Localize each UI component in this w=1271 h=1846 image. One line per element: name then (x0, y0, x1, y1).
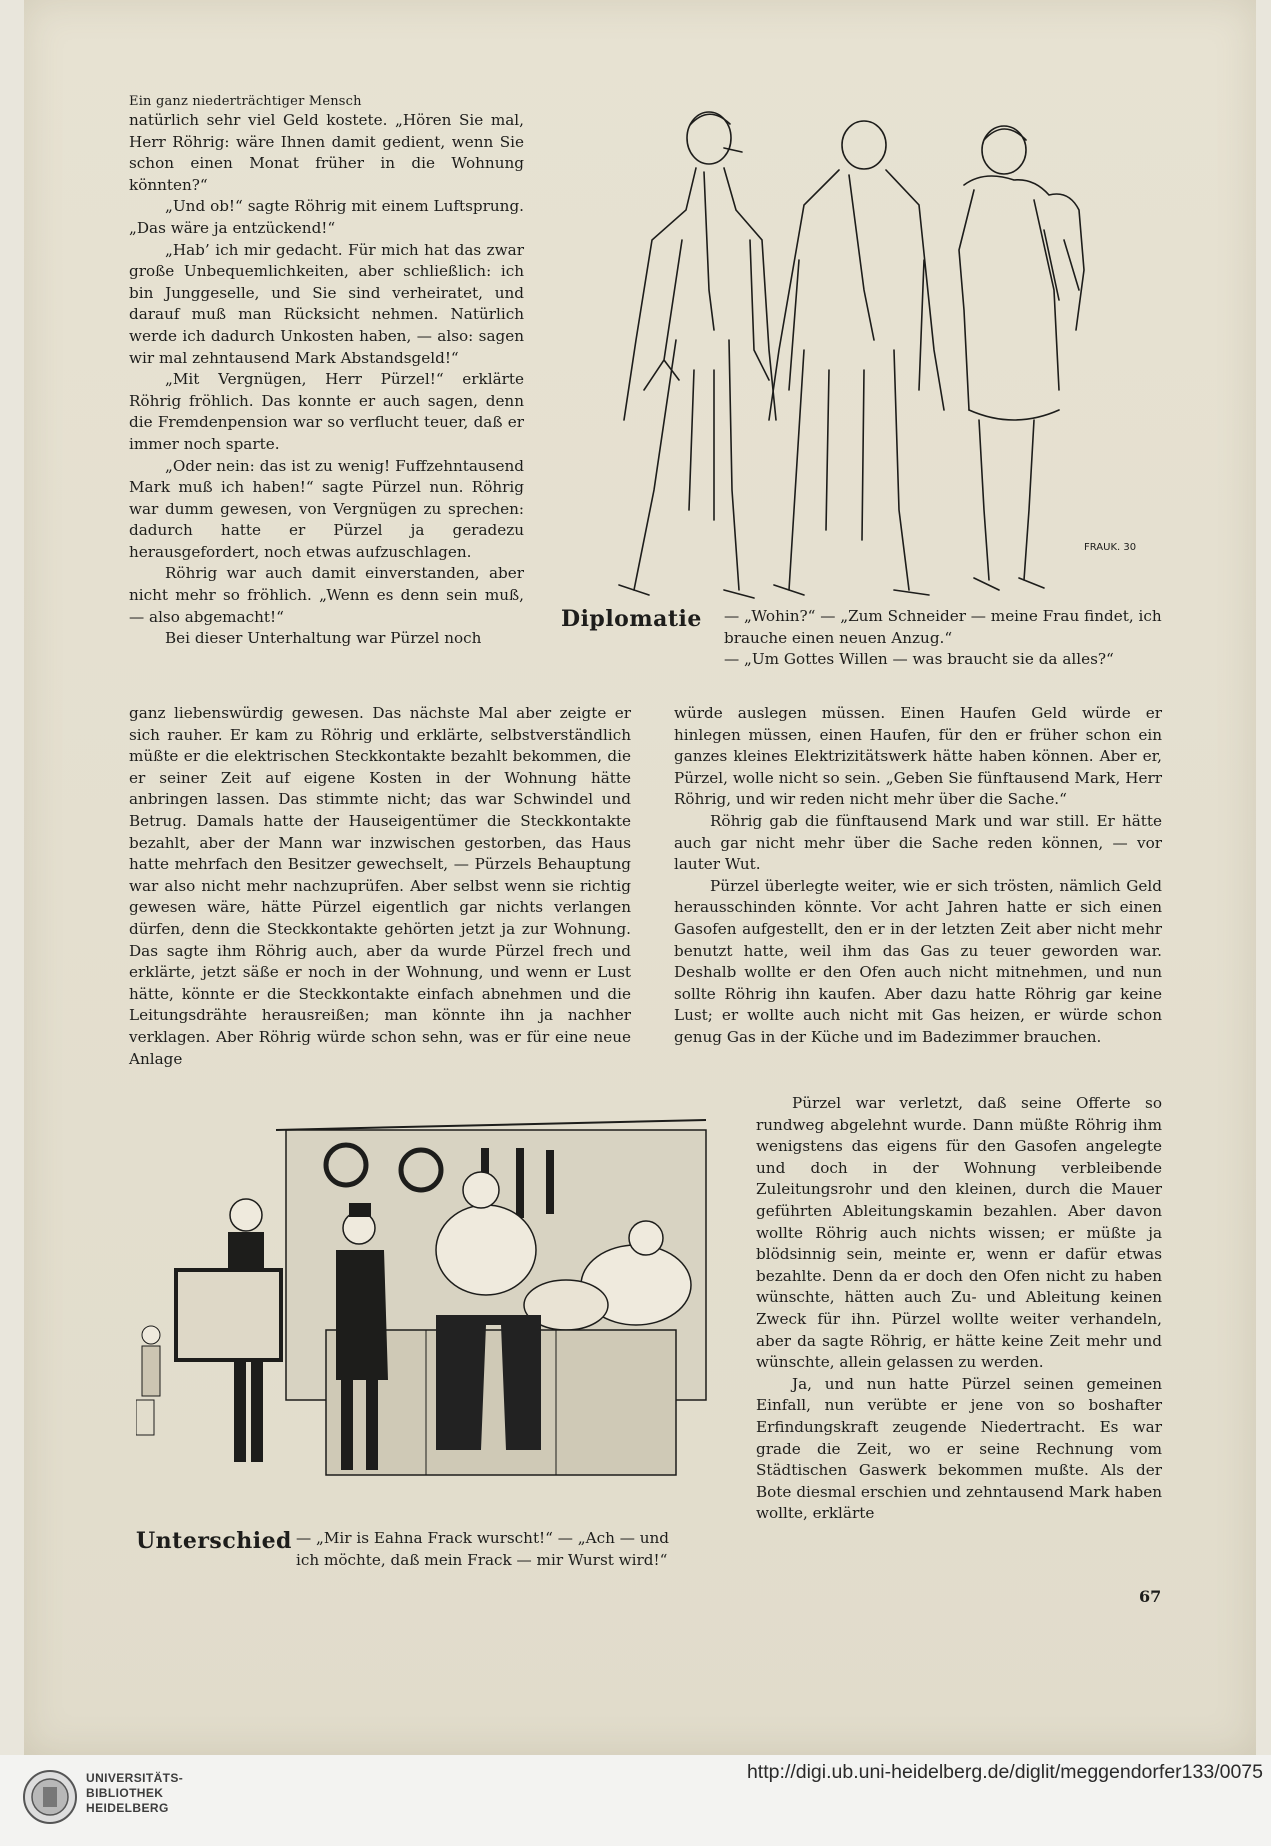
caption-line: — „Um Gottes Willen — was braucht sie da alles?“ (724, 650, 1114, 669)
caption-title-diplomatie: Diplomatie (561, 606, 702, 632)
magazine-page (24, 0, 1256, 1755)
paragraph: natürlich sehr viel Geld kostete. „Hören Sie mal, Herr Röhrig: wäre Ihnen damit gedient, wenn Sie schon einen Monat früher in die Wohnung könnten?“ (129, 111, 524, 194)
institution-line: BIBLIOTHEK (86, 1786, 164, 1800)
caption-title-unterschied: Unterschied (136, 1528, 292, 1554)
page-number: 67 (1139, 1587, 1162, 1606)
institution-line: UNIVERSITÄTS- (86, 1771, 184, 1785)
paragraph: Ja, und nun hatte Pürzel seinen gemeinen Einfall, nun verübte er jene von so boshafter Erfindungskraft zeugende Niedertracht. Es war grade die Zeit, wo er seine Rechnung vom Städtischen Gaswerk bekommen mußte. Als der Bote diesmal erschien und zehntausend Mark haben wollte, erklärte (756, 1374, 1162, 1523)
caption-text-unterschied (296, 1528, 736, 1571)
paragraph: Pürzel überlegte weiter, wie er sich trösten, nämlich Geld herausschinden könnte. Vor acht Jahren hatte er sich einen Gasofen aufgestellt, den er in der letzten Zeit aber nicht mehr benutzt hatte, weil ihm das Gas zu teuer geworden war. Deshalb wollte er den Ofen auch nicht mitnehmen, und nun sollte Röhrig ihn kaufen. Aber dazu hatte Röhrig gar keine Lust; er wollte auch nicht mit Gas heizen, er würde schon genug Gas in der Küche und im Badezimmer brauchen. (674, 876, 1162, 1046)
artist-signature: FRAUK. 30 (1084, 542, 1137, 553)
caption-line: ich möchte, daß mein Frack — mir Wurst wird!“ (296, 1550, 668, 1569)
illustration-unterschied (136, 1110, 716, 1510)
paragraph: „Oder nein: das ist zu wenig! Fuffzehntausend Mark muß ich haben!“ sagte Pürzel nun. Röhrig war dumm gewesen, von Vergnügen zu sprechen: dadurch hatte er Pürzel ja geradezu herausgefordert, noch etwas aufzuschlagen. (129, 456, 524, 561)
institution-line: HEIDELBERG (86, 1801, 169, 1815)
illustration-diplomatie (564, 90, 1164, 600)
text-column-left-bottom (129, 703, 631, 1070)
paragraph: ganz liebenswürdig gewesen. Das nächste Mal aber zeigte er sich rauher. Er kam zu Röhrig und erklärte, selbstverständlich müßte er die elektrischen Steckkontakte bezahlt bekommen, die er seiner Zeit auf eigene Kosten in der Wohnung hätte anbringen lassen. Das stimmte nicht; das war Schwindel und Betrug. Damals hatte der Hauseigentümer die Steckkontakte bezahlt, aber der Mann war inzwischen gestorben, das Haus hatte mehrfach den Besitzer gewechselt, — Pürzels Behauptung war also nicht mehr nachzuprüfen. Aber selbst wenn sie richtig gewesen wäre, hätte Pürzel eigentlich gar nichts verlangen dürfen, denn die Steckkontakte gehörten jetzt ja zur Wohnung. Das sagte ihm Röhrig auch, aber da wurde Pürzel frech und erklärte, jetzt säße er noch in der Wohnung, und wenn er Lust hätte, könnte er die Steckkontakte einfach abnehmen und die Leitungsdrähte herausreißen; man könnte ihn ja nachher verklagen. Aber Röhrig würde schon sehn, was er für eine neue Anlage (129, 704, 631, 1068)
institution-name (86, 1771, 183, 1816)
caption-text-diplomatie (724, 606, 1164, 671)
running-head: Ein ganz niederträchtiger Mensch (129, 94, 362, 109)
university-seal-icon (22, 1769, 78, 1825)
diplomatie-drawing (564, 90, 1164, 600)
permalink[interactable]: http://digi.ub.uni-heidelberg.de/diglit/meggendorfer133/0075 (746, 1761, 1263, 1783)
text-column-right-mid (674, 703, 1162, 1049)
viewer-footer (0, 1755, 1271, 1846)
paragraph: Bei dieser Unterhaltung war Pürzel noch (165, 629, 482, 648)
paragraph: „Und ob!“ sagte Röhrig mit einem Luftsprung. „Das wäre ja entzückend!“ (129, 197, 524, 237)
text-column-right-low (756, 1093, 1162, 1525)
paragraph: Röhrig gab die fünftausend Mark und war still. Er hätte auch gar nicht mehr über die Sache reden können, — vor lauter Wut. (674, 811, 1162, 874)
paragraph: „Mit Vergnügen, Herr Pürzel!“ erklärte Röhrig fröhlich. Das konnte er auch sagen, denn die Fremdenpension war so verflucht teuer, daß er immer noch sparte. (129, 370, 524, 453)
caption-line: — „Wohin?“ — „Zum Schneider — meine Frau findet, ich brauche einen neuen Anzug.“ (724, 607, 1162, 647)
paragraph: Pürzel war verletzt, daß seine Offerte so rundweg abgelehnt wurde. Dann müßte Röhrig ihm wenigstens das eigens für den Gasofen angelegte und doch in der Wohnung verbleibende Zuleitungsrohr und den kleinen, durch die Mauer geführten Ableitungskamin bezahlen. Aber davon wollte Röhrig auch nichts wissen; er müßte ja blödsinnig sein, meinte er, wenn er dafür etwas bezahlte. Denn da er doch den Ofen nicht zu haben wünschte, hätten auch Zu- und Ableitung keinen Zweck für ihn. Pürzel wollte weiter verhandeln, aber da sagte Röhrig, er hätte keine Zeit mehr und wünschte, allein gelassen zu werden. (756, 1094, 1162, 1372)
paragraph: „Hab’ ich mir gedacht. Für mich hat das zwar große Unbequemlichkeiten, aber schließlich: ich bin Junggeselle, und Sie sind verheiratet, und darauf muß man Rücksicht nehmen. Natürlich werde ich dadurch Unkosten haben, — also: sagen wir mal zehntausend Mark Abstandsgeld!“ (129, 240, 524, 367)
text-column-left-top (129, 110, 524, 650)
paragraph: würde auslegen müssen. Einen Haufen Geld würde er hinlegen müssen, einen Haufen, für den er früher schon ein ganzes kleines Elektrizitätswerk hätte haben können. Aber er, Pürzel, wolle nicht so sein. „Geben Sie fünftausend Mark, Herr Röhrig, und wir reden nicht mehr über die Sache.“ (674, 704, 1162, 809)
paragraph: Röhrig war auch damit einverstanden, aber nicht mehr so fröhlich. „Wenn es denn sein muß, — also abgemacht!“ (129, 564, 524, 626)
unterschied-drawing (136, 1110, 716, 1510)
caption-line: — „Mir is Eahna Frack wurscht!“ — „Ach — und (296, 1529, 670, 1547)
